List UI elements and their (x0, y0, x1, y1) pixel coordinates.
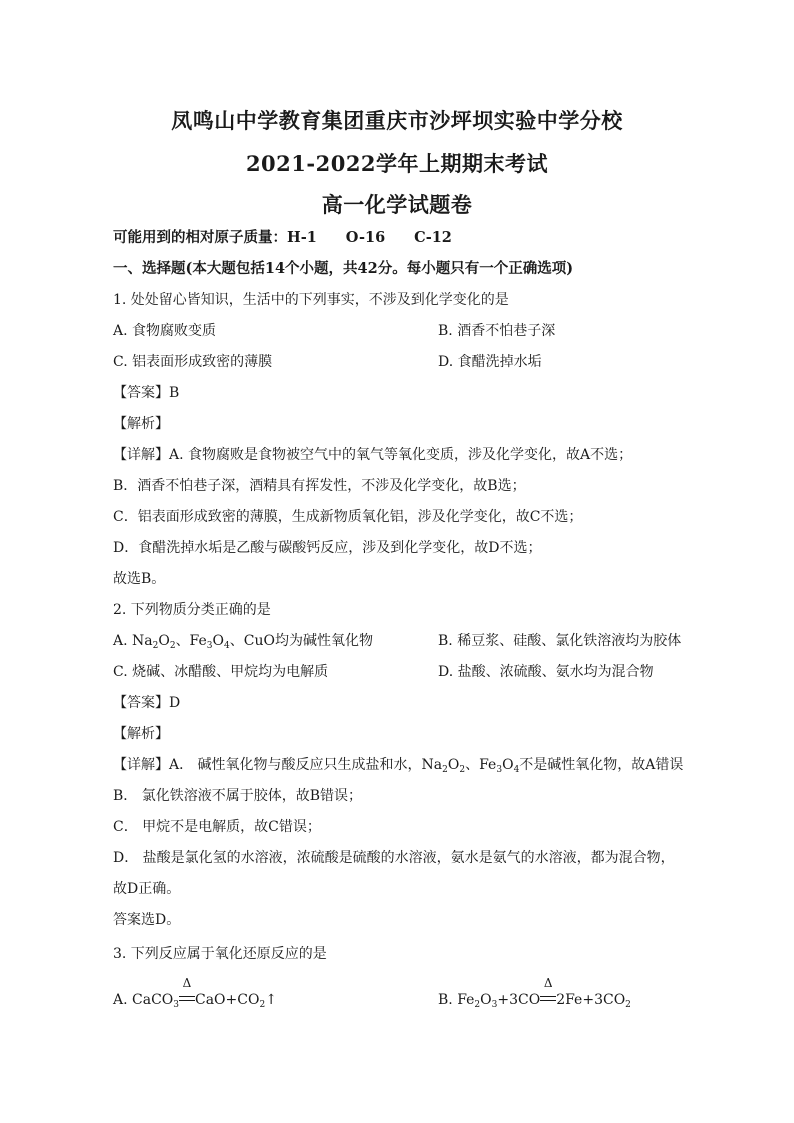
exam-title: 2021-2022学年上期期末考试 (245, 151, 549, 176)
q2-detail-line: D． 盐酸是氯化氢的水溶液，浓硫酸是硫酸的水溶液，氨水是氨气的水溶液，都为混合物， (113, 850, 675, 866)
q3-option-b: B. $Fe_2O_3+3CO$ Δ $2Fe+3CO_2$ (438, 976, 631, 1010)
q2-option-a: A. $Na_2O_2$、$Fe_3O_4$、CuO均为碱性氧化物 (113, 633, 373, 651)
q1-detail-line: D．食醋洗掉水垢是乙酸与碳酸钙反应，涉及到化学变化，故D不选； (113, 540, 542, 556)
q2-answer: 【答案】D (113, 695, 181, 711)
q2-detail-line: B． 氯化铁溶液不属于胶体，故B错误； (113, 788, 363, 804)
subject-title: 高一化学试题卷 (321, 192, 473, 217)
q2-detail-line: 【详解】A． 碱性氧化物与酸反应只生成盐和水，$Na_2O_2$、$Fe_3O_4$不是碱性氧化物，故A错误 (113, 757, 684, 775)
q1-option-c: C. 铝表面形成致密的薄膜 (113, 354, 273, 370)
q1-detail-line: 【详解】A. 食物腐败是食物被空气中的氧气等氧化变质，涉及化学变化，故A不选； (113, 447, 633, 463)
q2-stem: 2. 下列物质分类正确的是 (113, 602, 271, 618)
q1-option-b: B. 酒香不怕巷子深 (438, 323, 556, 339)
section-heading: 一、选择题(本大题包括14个小题，共42分。每小题只有一个正确选项) (113, 260, 574, 277)
q1-detail-line: B．酒香不怕巷子深，酒精具有挥发性，不涉及化学变化，故B选； (113, 478, 526, 494)
atomic-masses-line: 可能用到的相对原子质量：H-1 O-16 C-12 (113, 229, 452, 246)
school-title: 凤鸣山中学教育集团重庆市沙坪坝实验中学分校 (171, 108, 623, 133)
heating-condition: Δ (540, 990, 556, 1010)
heating-condition: Δ (179, 990, 195, 1010)
q2-detail-line: 故D正确。 (113, 881, 181, 897)
q1-answer: 【答案】B (113, 385, 180, 401)
q1-stem: 1. 处处留心皆知识，生活中的下列事实，不涉及到化学变化的是 (113, 292, 509, 308)
q2-detail-line: C． 甲烷不是电解质，故C错误； (113, 819, 321, 835)
q1-detail-line: C．铝表面形成致密的薄膜，生成新物质氧化铝，涉及化学变化，故C不选； (113, 509, 583, 525)
q2-option-c: C. 烧碱、冰醋酸、甲烷均为电解质 (113, 664, 329, 680)
q3-option-a: A. CaCO$_3$ Δ $CaO+CO_2↑$ (113, 976, 277, 1010)
q2-conclusion: 答案选D。 (113, 912, 181, 928)
q1-analysis-label: 【解析】 (113, 416, 169, 432)
q2-option-b: B. 稀豆浆、硅酸、氯化铁溶液均为胶体 (438, 633, 682, 649)
q3-stem: 3. 下列反应属于氧化还原反应的是 (113, 946, 327, 962)
q1-conclusion: 故选B。 (113, 571, 166, 587)
q2-analysis-label: 【解析】 (113, 726, 169, 742)
q1-option-d: D. 食醋洗掉水垢 (438, 354, 542, 370)
q1-option-a: A. 食物腐败变质 (113, 323, 217, 339)
q2-option-d: D. 盐酸、浓硫酸、氨水均为混合物 (438, 664, 654, 680)
